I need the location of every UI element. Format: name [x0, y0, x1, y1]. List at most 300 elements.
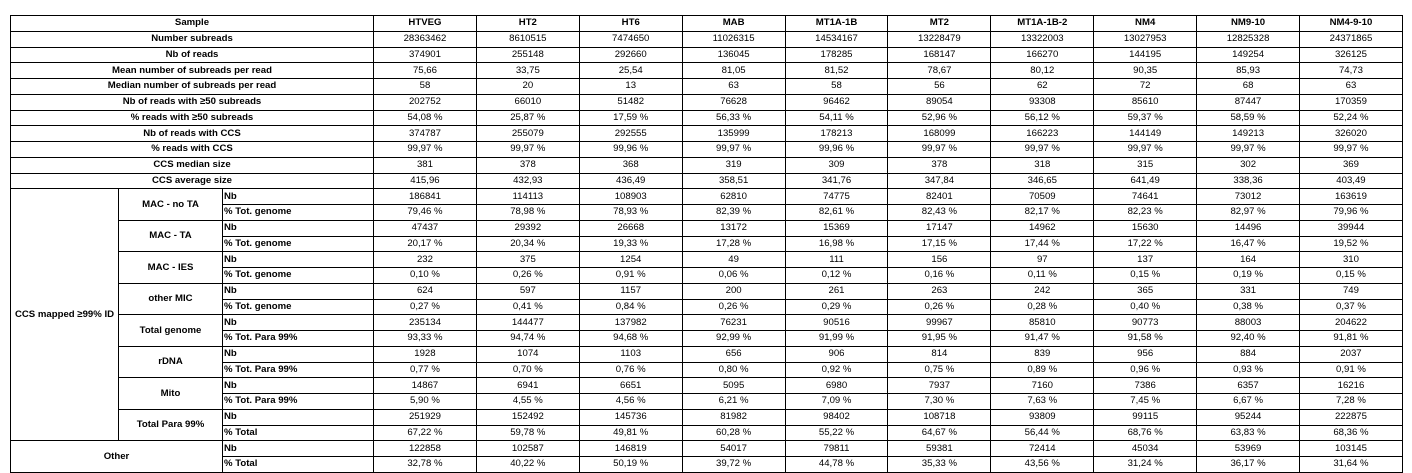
table-row	[11, 94, 1403, 110]
data-cell: 88003	[1197, 315, 1300, 331]
data-cell: 415,96	[374, 173, 477, 189]
data-cell: 13228479	[888, 31, 991, 47]
data-cell: 53969	[1197, 441, 1300, 457]
data-cell: 99967	[888, 315, 991, 331]
data-cell: 59381	[888, 441, 991, 457]
data-cell: 99,97 %	[476, 142, 579, 158]
data-cell: 90516	[785, 315, 888, 331]
data-cell: 0,38 %	[1197, 299, 1300, 315]
data-cell: 13322003	[991, 31, 1094, 47]
data-cell: 310	[1300, 252, 1403, 268]
data-cell: 137982	[579, 315, 682, 331]
table-row	[11, 31, 1403, 47]
data-cell: 93809	[991, 409, 1094, 425]
table-row	[11, 142, 1403, 158]
data-cell: 186841	[374, 189, 477, 205]
data-cell: 13027953	[1094, 31, 1197, 47]
data-cell: 202752	[374, 94, 477, 110]
header-row	[11, 16, 1403, 32]
metric-label: Nb	[223, 220, 374, 236]
data-cell: 99,97 %	[1197, 142, 1300, 158]
data-cell: 81,52	[785, 63, 888, 79]
data-cell: 78,67	[888, 63, 991, 79]
data-cell: 62810	[682, 189, 785, 205]
metric-label: Nb	[223, 252, 374, 268]
data-cell: 56,12 %	[991, 110, 1094, 126]
data-cell: 85,93	[1197, 63, 1300, 79]
section-label: CCS mapped ≥99% ID	[11, 189, 119, 441]
data-cell: 62	[991, 79, 1094, 95]
metric-label: Nb	[223, 378, 374, 394]
data-cell: 178285	[785, 47, 888, 63]
data-cell: 0,28 %	[991, 299, 1094, 315]
data-cell: 641,49	[1094, 173, 1197, 189]
data-cell: 95244	[1197, 409, 1300, 425]
table-row	[11, 346, 1403, 362]
data-cell: 0,75 %	[888, 362, 991, 378]
data-cell: 16216	[1300, 378, 1403, 394]
data-cell: 79,46 %	[374, 205, 477, 221]
data-cell: 66010	[476, 94, 579, 110]
metric-label: Nb	[223, 441, 374, 457]
data-cell: 6,67 %	[1197, 394, 1300, 410]
metric-label: % Tot. genome	[223, 268, 374, 284]
data-cell: 200	[682, 283, 785, 299]
data-cell: 0,19 %	[1197, 268, 1300, 284]
data-cell: 20,34 %	[476, 236, 579, 252]
row-label: Number subreads	[11, 31, 374, 47]
data-cell: 341,76	[785, 173, 888, 189]
data-cell: 82,97 %	[1197, 205, 1300, 221]
data-cell: 0,77 %	[374, 362, 477, 378]
data-cell: 6357	[1197, 378, 1300, 394]
data-cell: 93,33 %	[374, 331, 477, 347]
table-row	[11, 173, 1403, 189]
data-cell: 17,59 %	[579, 110, 682, 126]
data-cell: 235134	[374, 315, 477, 331]
table-row	[11, 441, 1403, 457]
data-cell: 14534167	[785, 31, 888, 47]
data-cell: 13172	[682, 220, 785, 236]
data-cell: 242	[991, 283, 1094, 299]
data-cell: 0,92 %	[785, 362, 888, 378]
data-cell: 11026315	[682, 31, 785, 47]
data-cell: 347,84	[888, 173, 991, 189]
category-label: other MIC	[119, 283, 223, 315]
data-cell: 80,12	[991, 63, 1094, 79]
data-cell: 17,15 %	[888, 236, 991, 252]
sample-name: HT2	[476, 16, 579, 32]
data-cell: 81982	[682, 409, 785, 425]
data-cell: 374787	[374, 126, 477, 142]
data-cell: 114113	[476, 189, 579, 205]
data-cell: 164	[1197, 252, 1300, 268]
data-cell: 74641	[1094, 189, 1197, 205]
data-cell: 1074	[476, 346, 579, 362]
data-cell: 309	[785, 157, 888, 173]
data-cell: 99,97 %	[991, 142, 1094, 158]
data-cell: 0,06 %	[682, 268, 785, 284]
data-cell: 7,30 %	[888, 394, 991, 410]
data-cell: 82,61 %	[785, 205, 888, 221]
data-cell: 7160	[991, 378, 1094, 394]
data-cell: 232	[374, 252, 477, 268]
data-cell: 50,19 %	[579, 457, 682, 473]
data-cell: 0,16 %	[888, 268, 991, 284]
data-cell: 76231	[682, 315, 785, 331]
metric-label: % Tot. genome	[223, 299, 374, 315]
sample-name: MAB	[682, 16, 785, 32]
data-cell: 43,56 %	[991, 457, 1094, 473]
metric-label: % Tot. genome	[223, 236, 374, 252]
data-cell: 72414	[991, 441, 1094, 457]
data-cell: 292660	[579, 47, 682, 63]
data-cell: 82,39 %	[682, 205, 785, 221]
data-cell: 0,26 %	[888, 299, 991, 315]
data-cell: 59,37 %	[1094, 110, 1197, 126]
category-label: Total Para 99%	[119, 409, 223, 441]
data-cell: 749	[1300, 283, 1403, 299]
data-cell: 7937	[888, 378, 991, 394]
data-cell: 14496	[1197, 220, 1300, 236]
sample-name: NM9-10	[1197, 16, 1300, 32]
data-cell: 99,97 %	[374, 142, 477, 158]
data-cell: 152492	[476, 409, 579, 425]
data-cell: 78,98 %	[476, 205, 579, 221]
data-cell: 17,44 %	[991, 236, 1094, 252]
data-cell: 81,05	[682, 63, 785, 79]
data-cell: 0,80 %	[682, 362, 785, 378]
data-cell: 20,17 %	[374, 236, 477, 252]
metric-label: Nb	[223, 315, 374, 331]
data-cell: 374901	[374, 47, 477, 63]
data-cell: 0,12 %	[785, 268, 888, 284]
data-cell: 73012	[1197, 189, 1300, 205]
data-cell: 33,75	[476, 63, 579, 79]
data-cell: 93308	[991, 94, 1094, 110]
data-cell: 378	[888, 157, 991, 173]
data-cell: 0,37 %	[1300, 299, 1403, 315]
data-cell: 0,10 %	[374, 268, 477, 284]
data-cell: 319	[682, 157, 785, 173]
data-cell: 13	[579, 79, 682, 95]
sample-name: HTVEG	[374, 16, 477, 32]
data-cell: 369	[1300, 157, 1403, 173]
data-cell: 99,96 %	[785, 142, 888, 158]
row-label: Nb of reads	[11, 47, 374, 63]
data-cell: 102587	[476, 441, 579, 457]
data-cell: 0,91 %	[1300, 362, 1403, 378]
data-cell: 17147	[888, 220, 991, 236]
data-cell: 17,28 %	[682, 236, 785, 252]
data-cell: 1254	[579, 252, 682, 268]
data-cell: 91,81 %	[1300, 331, 1403, 347]
data-cell: 326020	[1300, 126, 1403, 142]
data-cell: 1103	[579, 346, 682, 362]
data-cell: 99,97 %	[888, 142, 991, 158]
metric-label: % Total	[223, 457, 374, 473]
table-row	[11, 157, 1403, 173]
data-cell: 24371865	[1300, 31, 1403, 47]
data-cell: 7474650	[579, 31, 682, 47]
data-cell: 67,22 %	[374, 425, 477, 441]
data-cell: 91,58 %	[1094, 331, 1197, 347]
metric-label: Nb	[223, 346, 374, 362]
data-cell: 91,99 %	[785, 331, 888, 347]
data-cell: 302	[1197, 157, 1300, 173]
data-cell: 146819	[579, 441, 682, 457]
sample-name: NM4-9-10	[1300, 16, 1403, 32]
table-row	[11, 283, 1403, 299]
data-cell: 168147	[888, 47, 991, 63]
data-cell: 0,70 %	[476, 362, 579, 378]
sample-name: HT6	[579, 16, 682, 32]
data-cell: 85610	[1094, 94, 1197, 110]
data-cell: 94,68 %	[579, 331, 682, 347]
data-cell: 68	[1197, 79, 1300, 95]
data-cell: 55,22 %	[785, 425, 888, 441]
data-cell: 91,47 %	[991, 331, 1094, 347]
category-label: Total genome	[119, 315, 223, 347]
data-cell: 261	[785, 283, 888, 299]
data-cell: 28363462	[374, 31, 477, 47]
data-cell: 20	[476, 79, 579, 95]
data-cell: 6941	[476, 378, 579, 394]
statistics-table	[10, 15, 1403, 473]
data-cell: 56,33 %	[682, 110, 785, 126]
sample-name: NM4	[1094, 16, 1197, 32]
data-cell: 26668	[579, 220, 682, 236]
data-cell: 8610515	[476, 31, 579, 47]
data-cell: 39944	[1300, 220, 1403, 236]
data-cell: 70509	[991, 189, 1094, 205]
table-row	[11, 315, 1403, 331]
data-cell: 144195	[1094, 47, 1197, 63]
data-cell: 0,26 %	[476, 268, 579, 284]
data-cell: 0,15 %	[1300, 268, 1403, 284]
data-cell: 839	[991, 346, 1094, 362]
data-cell: 906	[785, 346, 888, 362]
data-cell: 136045	[682, 47, 785, 63]
data-cell: 365	[1094, 283, 1197, 299]
data-cell: 6,21 %	[682, 394, 785, 410]
data-cell: 15369	[785, 220, 888, 236]
data-cell: 884	[1197, 346, 1300, 362]
data-cell: 624	[374, 283, 477, 299]
data-cell: 338,36	[1197, 173, 1300, 189]
data-cell: 56,44 %	[991, 425, 1094, 441]
data-cell: 78,93 %	[579, 205, 682, 221]
data-cell: 4,55 %	[476, 394, 579, 410]
data-cell: 103145	[1300, 441, 1403, 457]
data-cell: 108903	[579, 189, 682, 205]
data-cell: 47437	[374, 220, 477, 236]
data-cell: 32,78 %	[374, 457, 477, 473]
data-cell: 56	[888, 79, 991, 95]
data-cell: 19,33 %	[579, 236, 682, 252]
row-label: % reads with CCS	[11, 142, 374, 158]
data-cell: 68,36 %	[1300, 425, 1403, 441]
data-cell: 19,52 %	[1300, 236, 1403, 252]
data-cell: 5095	[682, 378, 785, 394]
data-cell: 0,29 %	[785, 299, 888, 315]
data-cell: 368	[579, 157, 682, 173]
category-label: Mito	[119, 378, 223, 410]
data-cell: 60,28 %	[682, 425, 785, 441]
data-cell: 111	[785, 252, 888, 268]
data-cell: 54017	[682, 441, 785, 457]
data-cell: 51482	[579, 94, 682, 110]
data-cell: 137	[1094, 252, 1197, 268]
data-cell: 255148	[476, 47, 579, 63]
data-cell: 135999	[682, 126, 785, 142]
data-cell: 75,66	[374, 63, 477, 79]
table-row	[11, 126, 1403, 142]
sample-name: MT1A-1B-2	[991, 16, 1094, 32]
row-label: Median number of subreads per read	[11, 79, 374, 95]
data-cell: 0,26 %	[682, 299, 785, 315]
data-cell: 96462	[785, 94, 888, 110]
data-cell: 326125	[1300, 47, 1403, 63]
data-cell: 7,28 %	[1300, 394, 1403, 410]
data-cell: 255079	[476, 126, 579, 142]
data-cell: 99,97 %	[1300, 142, 1403, 158]
data-cell: 72	[1094, 79, 1197, 95]
data-cell: 7,09 %	[785, 394, 888, 410]
data-cell: 16,98 %	[785, 236, 888, 252]
data-cell: 49	[682, 252, 785, 268]
sample-name: MT2	[888, 16, 991, 32]
data-cell: 168099	[888, 126, 991, 142]
data-cell: 0,41 %	[476, 299, 579, 315]
table-row	[11, 47, 1403, 63]
data-cell: 178213	[785, 126, 888, 142]
data-cell: 656	[682, 346, 785, 362]
data-cell: 58	[374, 79, 477, 95]
data-cell: 97	[991, 252, 1094, 268]
data-cell: 58	[785, 79, 888, 95]
category-label: MAC - IES	[119, 252, 223, 284]
data-cell: 375	[476, 252, 579, 268]
data-cell: 0,11 %	[991, 268, 1094, 284]
sample-name: MT1A-1B	[785, 16, 888, 32]
data-cell: 54,08 %	[374, 110, 477, 126]
data-cell: 90773	[1094, 315, 1197, 331]
data-cell: 25,54	[579, 63, 682, 79]
data-cell: 64,67 %	[888, 425, 991, 441]
data-cell: 0,89 %	[991, 362, 1094, 378]
data-cell: 79811	[785, 441, 888, 457]
data-cell: 89054	[888, 94, 991, 110]
data-cell: 98402	[785, 409, 888, 425]
data-cell: 14962	[991, 220, 1094, 236]
data-cell: 31,64 %	[1300, 457, 1403, 473]
metric-label: Nb	[223, 409, 374, 425]
data-cell: 166270	[991, 47, 1094, 63]
data-cell: 12825328	[1197, 31, 1300, 47]
data-cell: 170359	[1300, 94, 1403, 110]
data-cell: 331	[1197, 283, 1300, 299]
data-cell: 156	[888, 252, 991, 268]
data-cell: 58,59 %	[1197, 110, 1300, 126]
data-cell: 76628	[682, 94, 785, 110]
row-label: Nb of reads with ≥50 subreads	[11, 94, 374, 110]
data-cell: 29392	[476, 220, 579, 236]
data-cell: 99,97 %	[682, 142, 785, 158]
data-cell: 956	[1094, 346, 1197, 362]
data-cell: 358,51	[682, 173, 785, 189]
data-cell: 122858	[374, 441, 477, 457]
data-cell: 0,40 %	[1094, 299, 1197, 315]
row-label: Mean number of subreads per read	[11, 63, 374, 79]
data-cell: 292555	[579, 126, 682, 142]
data-cell: 31,24 %	[1094, 457, 1197, 473]
data-cell: 163619	[1300, 189, 1403, 205]
data-cell: 82,17 %	[991, 205, 1094, 221]
data-cell: 91,95 %	[888, 331, 991, 347]
data-cell: 315	[1094, 157, 1197, 173]
data-cell: 251929	[374, 409, 477, 425]
data-cell: 346,65	[991, 173, 1094, 189]
data-cell: 0,15 %	[1094, 268, 1197, 284]
data-cell: 318	[991, 157, 1094, 173]
data-cell: 16,47 %	[1197, 236, 1300, 252]
data-cell: 52,24 %	[1300, 110, 1403, 126]
data-cell: 1157	[579, 283, 682, 299]
section-label: Other	[11, 441, 223, 473]
row-label: CCS average size	[11, 173, 374, 189]
metric-label: % Tot. Para 99%	[223, 331, 374, 347]
data-cell: 17,22 %	[1094, 236, 1197, 252]
data-cell: 166223	[991, 126, 1094, 142]
data-cell: 149254	[1197, 47, 1300, 63]
data-cell: 74,73	[1300, 63, 1403, 79]
data-cell: 7,45 %	[1094, 394, 1197, 410]
metric-label: % Tot. Para 99%	[223, 362, 374, 378]
data-cell: 92,40 %	[1197, 331, 1300, 347]
metric-label: Nb	[223, 189, 374, 205]
data-cell: 0,76 %	[579, 362, 682, 378]
data-cell: 35,33 %	[888, 457, 991, 473]
data-cell: 145736	[579, 409, 682, 425]
table-row	[11, 378, 1403, 394]
category-label: rDNA	[119, 346, 223, 378]
table-row	[11, 79, 1403, 95]
data-cell: 4,56 %	[579, 394, 682, 410]
data-cell: 2037	[1300, 346, 1403, 362]
table-row	[11, 252, 1403, 268]
data-cell: 63	[1300, 79, 1403, 95]
data-cell: 74775	[785, 189, 888, 205]
data-cell: 0,91 %	[579, 268, 682, 284]
data-cell: 63,83 %	[1197, 425, 1300, 441]
data-cell: 40,22 %	[476, 457, 579, 473]
data-cell: 436,49	[579, 173, 682, 189]
data-cell: 14867	[374, 378, 477, 394]
row-label: % reads with ≥50 subreads	[11, 110, 374, 126]
data-cell: 7386	[1094, 378, 1197, 394]
sample-header: Sample	[11, 16, 374, 32]
data-cell: 381	[374, 157, 477, 173]
data-cell: 15630	[1094, 220, 1197, 236]
data-cell: 1928	[374, 346, 477, 362]
table-row	[11, 220, 1403, 236]
table-body	[11, 31, 1403, 472]
data-cell: 82,43 %	[888, 205, 991, 221]
data-cell: 25,87 %	[476, 110, 579, 126]
data-cell: 814	[888, 346, 991, 362]
category-label: MAC - no TA	[119, 189, 223, 221]
